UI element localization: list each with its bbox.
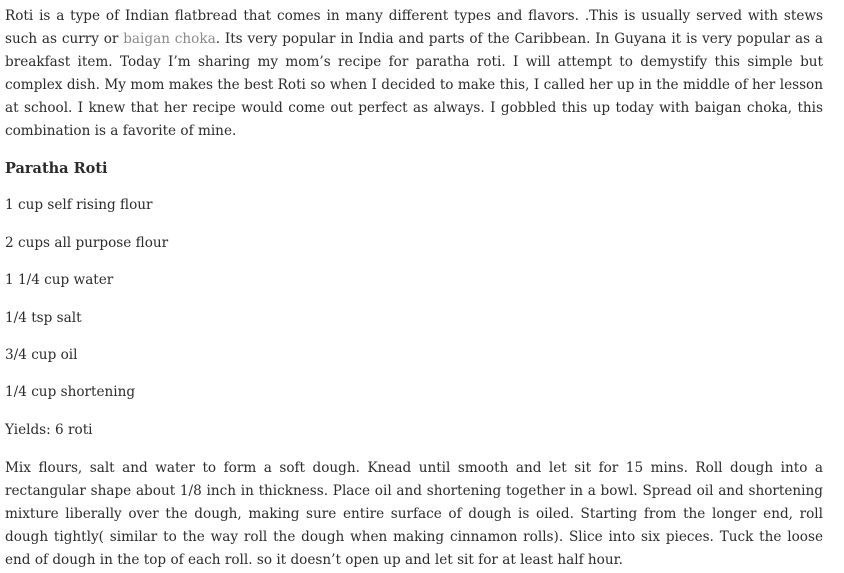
- intro-text-start: Roti is a type of Indian flatbread that comes in many different types and flavors. .This is usually served with stews such as curry or: [5, 8, 823, 47]
- ingredient-item: 1/4 tsp salt: [5, 309, 82, 326]
- recipe-instructions: Mix flours, salt and water to form a soft dough. Knead until smooth and let sit for 15 mins. Roll dough into a rectangular shape about 1/8 inch in thickness. Place oil and shortening together in a bowl. Spread oil and shortening mixture liberally over the dough, making sure entire surface of dough is oiled. Starting from the longer end, roll dough tightly( similar to the way roll the dough when making cinnamon rolls). Slice into six pieces. Tuck the loose end of dough in the top of each roll. so it doesn’t open up and let sit for at least half hour.: [5, 459, 823, 568]
- ingredient-item: 1 1/4 cup water: [5, 272, 114, 289]
- ingredient-item: 2 cups all purpose flour: [5, 234, 169, 251]
- intro-text-end: . Its very popular in India and parts of the Caribbean. In Guyana it is very popular as a breakfast item. Today I’m sharing my mom’s recipe for paratha roti. I will attempt to demystify this simple but complex dish. My mom makes the best Roti so when I decided to make this, I called her up in the middle of her lesson at school. I knew that her recipe would come out perfect as always. I gobbled this up today with baigan choka, this combination is a favorite of mine.: [5, 31, 823, 139]
- ingredient-item: 1 cup self rising flour: [5, 197, 153, 214]
- intro-paragraph: [5, 5, 823, 143]
- recipe-title: Paratha Roti: [5, 160, 108, 177]
- recipe-yields: Yields: 6 roti: [5, 421, 93, 438]
- ingredient-item: 1/4 cup shortening: [5, 384, 136, 401]
- ingredient-item: 3/4 cup oil: [5, 346, 78, 363]
- baigan-choka-link[interactable]: baigan choka: [123, 31, 216, 47]
- article-body: [5, 5, 823, 572]
